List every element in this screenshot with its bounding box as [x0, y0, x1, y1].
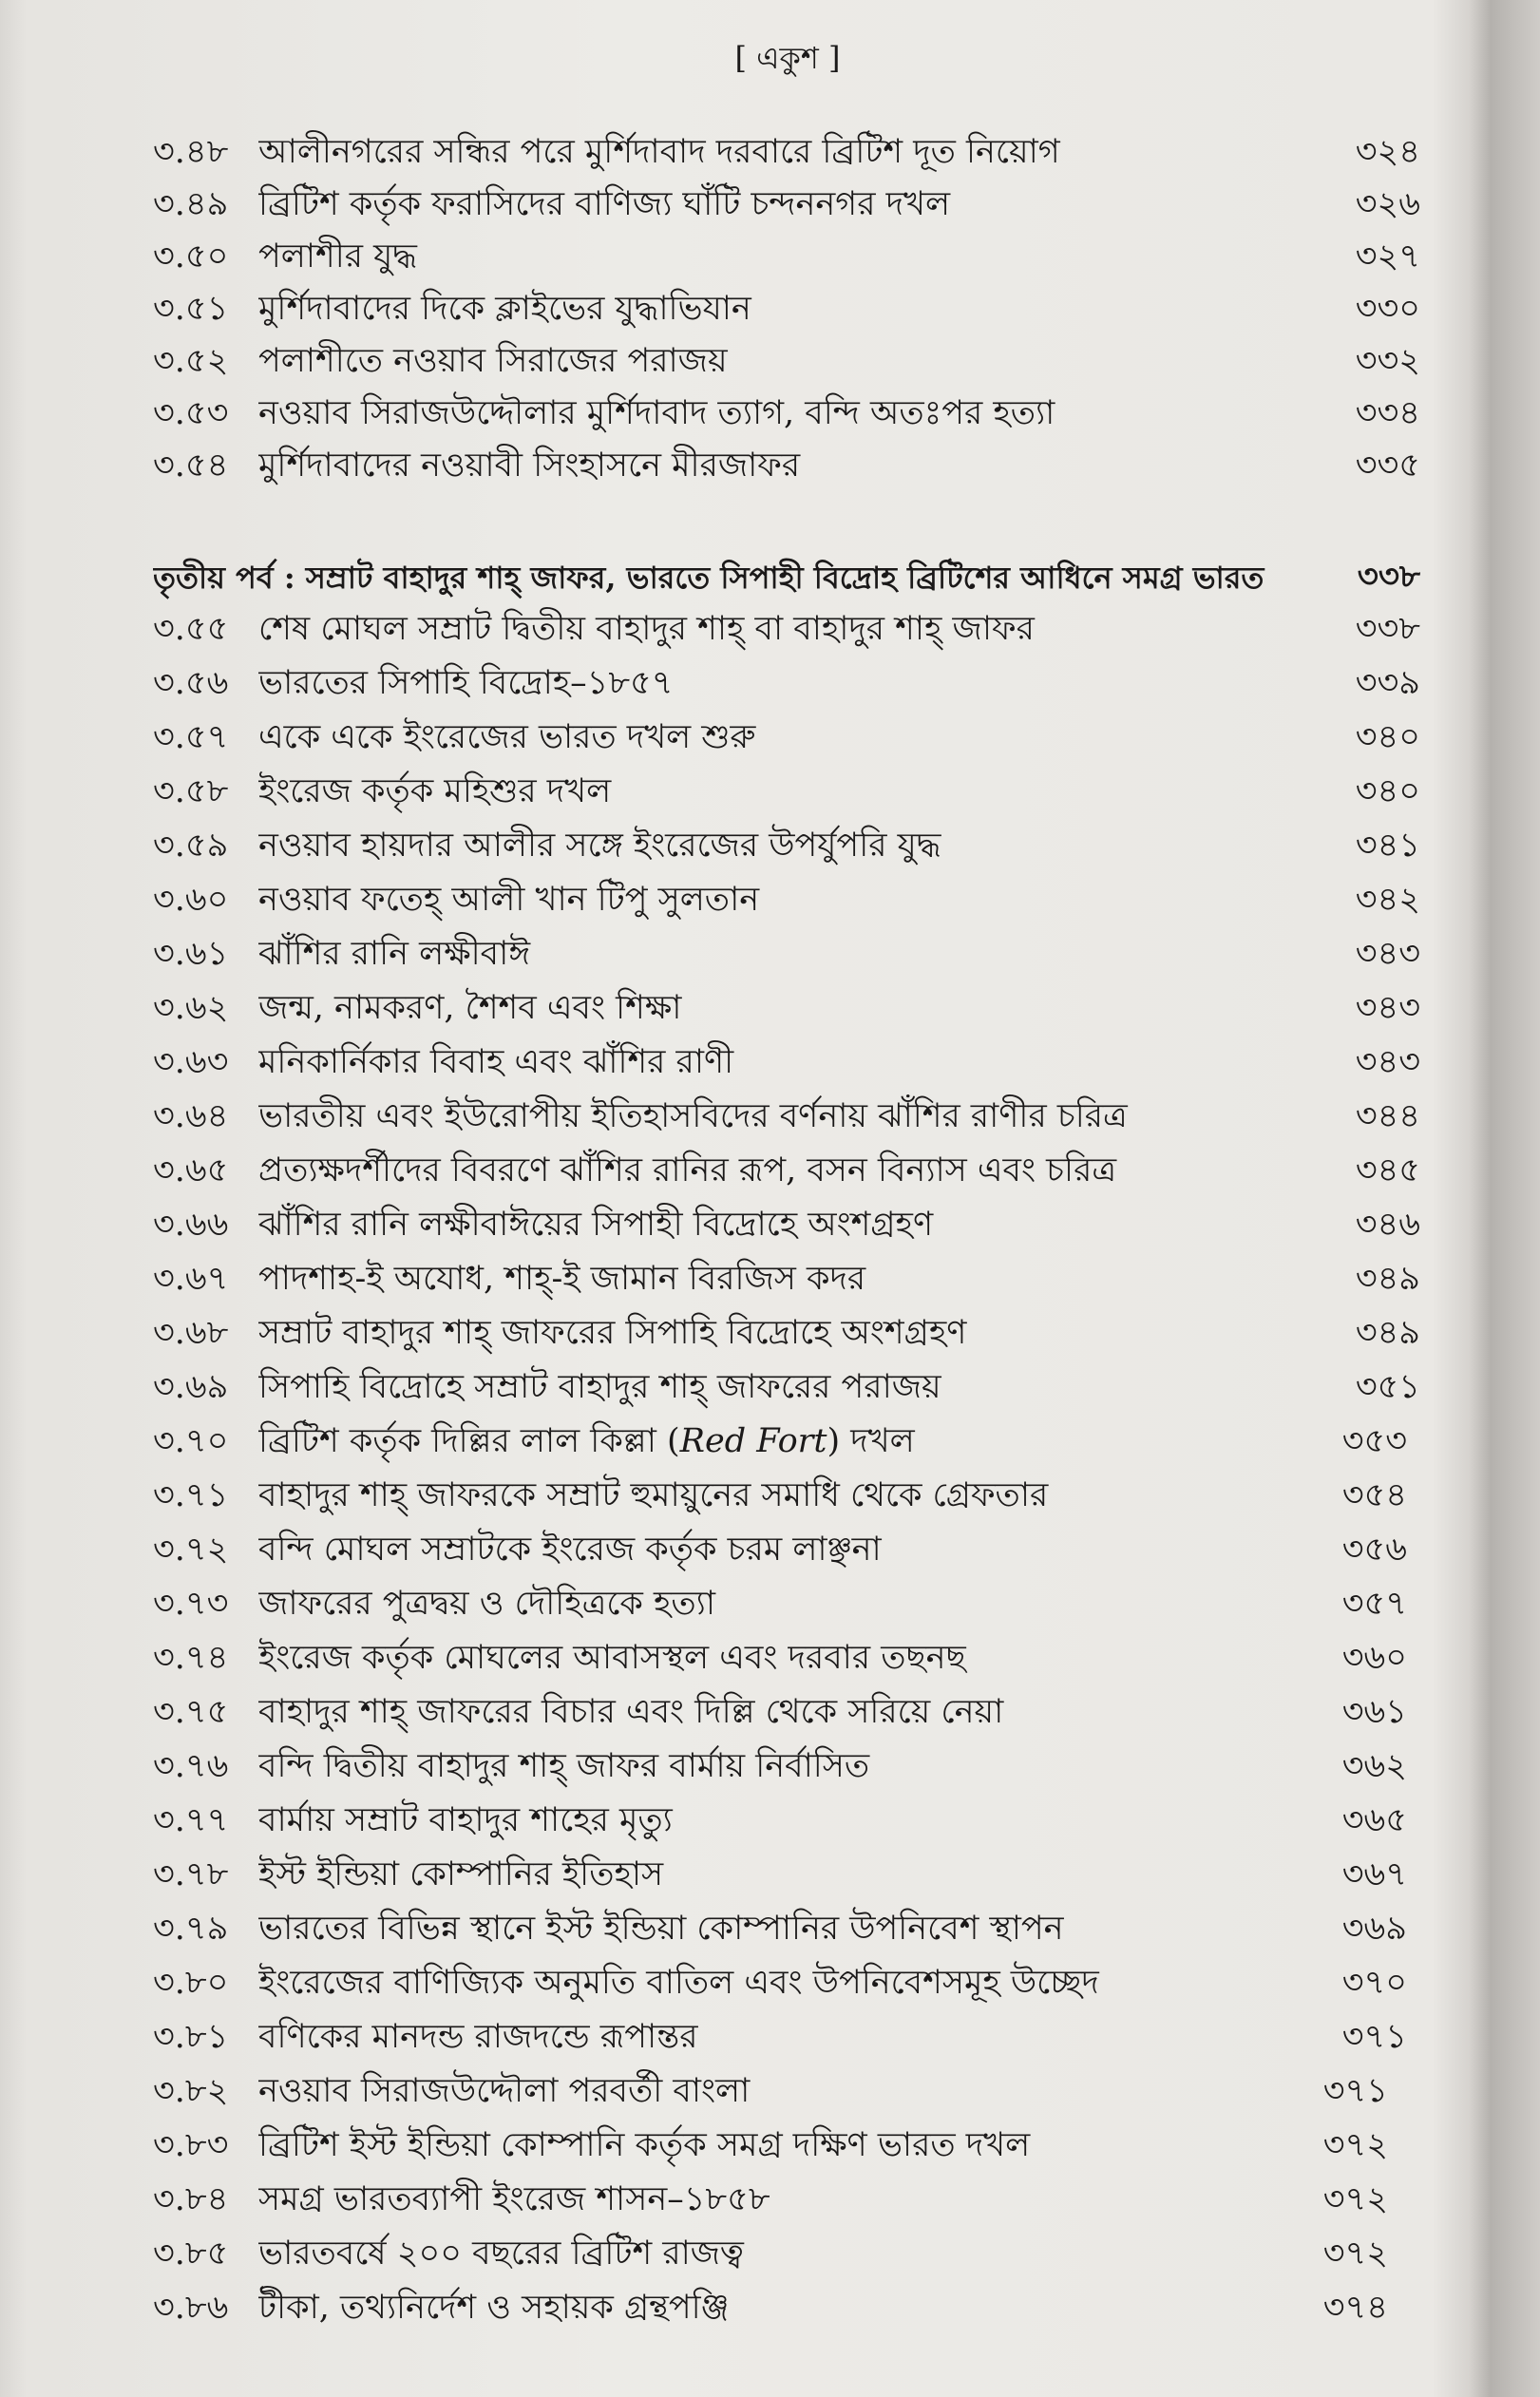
toc-entry: [153, 1037, 1420, 1091]
entry-title: বন্দি দ্বিতীয় বাহাদুর শাহ্ জাফর বার্মায় নির্বাসিত: [258, 1747, 870, 1785]
entry-page-number: ৩২৬: [1355, 185, 1420, 223]
toc-entry: [153, 1524, 1420, 1578]
toc-entry: [153, 1686, 1420, 1741]
entry-title-text-after: ) দখল: [827, 1422, 915, 1460]
entry-title: নওয়াব ফতেহ্ আলী খান টিপু সুলতান: [258, 881, 760, 919]
toc-entry: [153, 127, 1420, 180]
entry-page-number: ৩৫৬: [1341, 1531, 1407, 1569]
entry-number: ৩.৭৩: [153, 1585, 229, 1623]
entry-number: ৩.৫১: [153, 290, 229, 328]
entry-number: ৩.৭৫: [153, 1693, 229, 1731]
toc-entry: [153, 1253, 1420, 1307]
entry-number: ৩.৮৬: [153, 2289, 229, 2327]
entry-page-number: ৩৬৯: [1341, 1910, 1407, 1948]
entry-number: ৩.৭৬: [153, 1747, 229, 1785]
entry-page-number: ৩৬৭: [1341, 1855, 1407, 1893]
entry-number: ৩.৬২: [153, 989, 229, 1027]
entry-number: ৩.৬৪: [153, 1097, 229, 1135]
entry-title: ইংরেজের বাণিজ্যিক অনুমতি বাতিল এবং উপনিবেশসমূহ উচ্ছেদ: [258, 1964, 1099, 2002]
part-heading-title: তৃতীয় পর্ব : সম্রাট বাহাদুর শাহ্ জাফর, ভারতে সিপাহী বিদ্রোহ ব্রিটিশের আধিনে সমগ্র ভারত: [153, 559, 1264, 596]
entry-title: মনিকার্নিকার বিবাহ এবং ঝাঁশির রাণী: [258, 1043, 734, 1081]
entry-page-number: ৩৬৫: [1341, 1801, 1407, 1839]
entry-title: পলাশীর যুদ্ধ: [258, 238, 417, 276]
entry-number: ৩.৬৯: [153, 1368, 229, 1406]
entry-number: ৩.৮১: [153, 2018, 229, 2056]
entry-page-number: ৩৪৬: [1355, 1206, 1420, 1244]
entry-title: জন্ম, নামকরণ, শৈশব এবং শিক্ষা: [258, 989, 682, 1027]
toc-entry: [153, 2011, 1420, 2065]
entry-page-number: ৩৪১: [1355, 827, 1420, 865]
toc-entry: [153, 874, 1420, 928]
entry-title: ঝাঁশির রানি লক্ষীবাঈয়ের সিপাহী বিদ্রোহে অংশগ্রহণ: [258, 1206, 934, 1244]
entry-number: ৩.৫৭: [153, 718, 229, 756]
entry-page-number: ৩৫৪: [1341, 1476, 1407, 1514]
entry-number: ৩.৫৮: [153, 772, 229, 810]
toc-entry: [153, 1795, 1420, 1849]
toc-entry: [153, 441, 1420, 493]
toc-entry: [153, 1903, 1420, 1957]
entry-page-number: ৩৩৮: [1355, 610, 1420, 648]
entry-number: ৩.৫২: [153, 342, 229, 380]
entry-page-number: ৩৪৩: [1355, 1043, 1420, 1081]
entry-page-number: ৩৪৩: [1355, 935, 1420, 973]
entry-page-number: ৩৪০: [1355, 718, 1420, 756]
entry-title: জাফরের পুত্রদ্বয় ও দৌহিত্রকে হত্যা: [258, 1585, 715, 1623]
entry-title-text: ব্রিটিশ কর্তৃক দিল্লির লাল কিল্লা (: [258, 1422, 680, 1460]
entry-page-number: ৩৪৩: [1355, 989, 1420, 1027]
entry-title: সিপাহি বিদ্রোহে সম্রাট বাহাদুর শাহ্ জাফরের পরাজয়: [258, 1368, 941, 1406]
entry-page-number: ৩৫৩: [1341, 1422, 1407, 1460]
entry-title: নওয়াব সিরাজউদ্দৌলার মুর্শিদাবাদ ত্যাগ, বন্দি অতঃপর হত্যা: [258, 394, 1055, 432]
toc-entry: [153, 1578, 1420, 1632]
entry-title-italic-text: Red Fort: [679, 1422, 827, 1460]
entry-number: ৩.৬৫: [153, 1151, 229, 1189]
entry-number: ৩.৫৩: [153, 394, 229, 432]
entry-title: ব্রিটিশ কর্তৃক ফরাসিদের বাণিজ্য ঘাঁটি চন্দননগর দখল: [258, 185, 951, 223]
entry-page-number: ৩৩৫: [1355, 447, 1420, 485]
entry-title: ভারতবর্ষে ২০০ বছরের ব্রিটিশ রাজত্ব: [258, 2235, 744, 2273]
entry-title: প্রত্যক্ষদর্শীদের বিবরণে ঝাঁশির রানির রূপ, বসন বিন্যাস এবং চরিত্র: [258, 1151, 1117, 1189]
toc-entry: [153, 657, 1420, 712]
entry-title: টীকা, তথ্যনির্দেশ ও সহায়ক গ্রন্থপঞ্জি: [258, 2289, 730, 2327]
toc-entry: [153, 928, 1420, 982]
entry-number: ৩.৮৩: [153, 2126, 229, 2164]
entry-page-number: ৩৫৭: [1341, 1585, 1407, 1623]
entry-title: [258, 1415, 1283, 1471]
entry-number: ৩.৬৬: [153, 1206, 229, 1244]
entry-number: ৩.৭৯: [153, 1910, 229, 1948]
entry-title: বাহাদুর শাহ্ জাফরের বিচার এবং দিল্লি থেকে সরিয়ে নেয়া: [258, 1693, 1004, 1731]
toc-entry: [153, 1307, 1420, 1361]
part-heading-page-number: ৩৩৮: [1357, 558, 1420, 596]
entry-number: ৩.৮০: [153, 1964, 229, 2002]
entry-number: ৩.৬৭: [153, 1260, 229, 1298]
toc-entry: [153, 2228, 1420, 2282]
entry-title: মুর্শিদাবাদের নওয়াবী সিংহাসনে মীরজাফর: [258, 447, 801, 485]
entry-number: ৩.৭৮: [153, 1855, 229, 1893]
entry-number: ৩.৪৯: [153, 185, 229, 223]
entry-title: বাহাদুর শাহ্ জাফরকে সম্রাট হুমায়ুনের সমাধি থেকে গ্রেফতার: [258, 1476, 1049, 1514]
toc-entry: [153, 1091, 1420, 1145]
entry-page-number: ৩৬১: [1341, 1693, 1407, 1731]
entry-page-number: ৩৪২: [1355, 881, 1420, 919]
toc-entry: [153, 1632, 1420, 1686]
toc-entry: [153, 284, 1420, 336]
entry-number: ৩.৬৩: [153, 1043, 229, 1081]
entry-page-number: ৩৬২: [1341, 1747, 1407, 1785]
entry-page-number: ৩৭৪: [1322, 2289, 1388, 2327]
entry-title: ভারতীয় এবং ইউরোপীয় ইতিহাসবিদের বর্ণনায় ঝাঁশির রাণীর চরিত্র: [258, 1097, 1128, 1135]
entry-number: ৩.৮৫: [153, 2235, 229, 2273]
entry-number: ৩.৫৪: [153, 447, 229, 485]
entry-page-number: ৩২৭: [1355, 238, 1420, 276]
entry-page-number: ৩৫১: [1355, 1368, 1420, 1406]
entry-number: ৩.৫৫: [153, 610, 229, 648]
entry-page-number: ৩২৪: [1355, 133, 1420, 171]
entry-number: ৩.৫৬: [153, 664, 229, 702]
entry-number: ৩.৭২: [153, 1531, 229, 1569]
entry-title: মুর্শিদাবাদের দিকে ক্লাইভের যুদ্ধাভিযান: [258, 290, 751, 328]
toc-entry: [153, 1145, 1420, 1199]
entry-page-number: ৩৪৪: [1355, 1097, 1420, 1135]
entry-number: ৩.৮৪: [153, 2180, 229, 2218]
toc-entry: [153, 1361, 1420, 1416]
toc-entry: [153, 603, 1420, 657]
entry-page-number: ৩৪০: [1355, 772, 1420, 810]
entry-number: ৩.৭০: [153, 1422, 229, 1460]
toc-entry: [153, 2065, 1420, 2120]
entry-title: ইংরেজ কর্তৃক মহিশুর দখল: [258, 772, 612, 810]
toc-entry: [153, 2282, 1420, 2336]
entry-page-number: ৩৪৯: [1355, 1314, 1420, 1352]
entry-title: বন্দি মোঘল সম্রাটকে ইংরেজ কর্তৃক চরম লাঞ্ছনা: [258, 1531, 882, 1569]
entry-page-number: ৩৩৪: [1355, 394, 1420, 432]
toc-entry: [153, 2120, 1420, 2174]
page-header-label: [ একুশ ]: [734, 40, 841, 76]
toc-entry: [153, 1741, 1420, 1795]
entry-title: নওয়াব হায়দার আলীর সঙ্গে ইংরেজের উপর্যুপরি যুদ্ধ: [258, 827, 941, 865]
entry-page-number: ৩৪৫: [1355, 1151, 1420, 1189]
toc-entry: [153, 1470, 1420, 1524]
toc-entry: [153, 389, 1420, 441]
entry-page-number: ৩৭০: [1341, 1964, 1407, 2002]
entry-page-number: ৩৩০: [1355, 290, 1420, 328]
toc-entry: [153, 766, 1420, 820]
entry-number: ৩.৮২: [153, 2072, 229, 2110]
toc-list: [153, 127, 1420, 493]
toc-entry: [153, 820, 1420, 874]
entry-page-number: ৩৪৯: [1355, 1260, 1420, 1298]
entry-number: ৩.৫০: [153, 238, 229, 276]
toc-entry: [153, 1957, 1420, 2011]
entry-page-number: ৩৩২: [1355, 342, 1420, 380]
entry-title: পলাশীতে নওয়াব সিরাজের পরাজয়: [258, 342, 728, 380]
entry-number: ৩.৪৮: [153, 133, 229, 171]
entry-number: ৩.৬০: [153, 881, 229, 919]
entry-number: ৩.৫৯: [153, 827, 229, 865]
entry-title: নওয়াব সিরাজউদ্দৌলা পরবর্তী বাংলা: [258, 2072, 751, 2110]
toc-entry: [153, 982, 1420, 1037]
entry-page-number: ৩৬০: [1341, 1639, 1407, 1677]
entry-number: ৩.৬১: [153, 935, 229, 973]
toc-list: [153, 603, 1420, 2336]
entry-page-number: ৩৭২: [1322, 2126, 1388, 2164]
entry-title: ইস্ট ইন্ডিয়া কোম্পানির ইতিহাস: [258, 1855, 664, 1893]
toc-entry: [153, 1199, 1420, 1253]
toc-entry: [153, 180, 1420, 232]
toc-entry: [153, 1416, 1420, 1470]
entry-title: ইংরেজ কর্তৃক মোঘলের আবাসস্থল এবং দরবার তছনছ: [258, 1639, 966, 1677]
entry-title: একে একে ইংরেজের ভারত দখল শুরু: [258, 718, 756, 756]
entry-title: সম্রাট বাহাদুর শাহ্ জাফরের সিপাহি বিদ্রোহে অংশগ্রহণ: [258, 1314, 967, 1352]
toc-entry: [153, 336, 1420, 389]
entry-title: বার্মায় সম্রাট বাহাদুর শাহের মৃত্যু: [258, 1801, 673, 1839]
entry-title: ব্রিটিশ ইস্ট ইন্ডিয়া কোম্পানি কর্তৃক সমগ্র দক্ষিণ ভারত দখল: [258, 2126, 1031, 2164]
entry-title: ঝাঁশির রানি লক্ষীবাঈ: [258, 935, 531, 973]
entry-title: বণিকের মানদন্ড রাজদন্ডে রূপান্তর: [258, 2018, 698, 2056]
entry-number: ৩.৭৭: [153, 1801, 229, 1839]
toc-entry: [153, 2174, 1420, 2228]
entry-title: আলীনগরের সন্ধির পরে মুর্শিদাবাদ দরবারে ব্রিটিশ দূত নিয়োগ: [258, 133, 1060, 171]
entry-page-number: ৩৭২: [1322, 2180, 1388, 2218]
entry-page-number: ৩৩৯: [1355, 664, 1420, 702]
entry-title: ভারতের সিপাহি বিদ্রোহ–১৮৫৭: [258, 664, 674, 702]
entry-page-number: ৩৭২: [1322, 2235, 1388, 2273]
entry-title: শেষ মোঘল সম্রাট দ্বিতীয় বাহাদুর শাহ্ বা বাহাদুর শাহ্ জাফর: [258, 610, 1035, 648]
entry-page-number: ৩৭১: [1341, 2018, 1407, 2056]
toc-entry: [153, 1849, 1420, 1903]
toc-entry: [153, 232, 1420, 284]
part-heading: [153, 553, 1420, 605]
entry-number: ৩.৭৪: [153, 1639, 229, 1677]
entry-title: পাদশাহ-ই অযোধ, শাহ্-ই জামান বিরজিস কদর: [258, 1260, 866, 1298]
toc-entry: [153, 712, 1420, 766]
entry-title: সমগ্র ভারতব্যাপী ইংরেজ শাসন–১৮৫৮: [258, 2180, 770, 2218]
entry-title: ভারতের বিভিন্ন স্থানে ইস্ট ইন্ডিয়া কোম্পানির উপনিবেশ স্থাপন: [258, 1910, 1064, 1948]
entry-number: ৩.৭১: [153, 1476, 229, 1514]
entry-page-number: ৩৭১: [1322, 2072, 1388, 2110]
entry-number: ৩.৬৮: [153, 1314, 229, 1352]
